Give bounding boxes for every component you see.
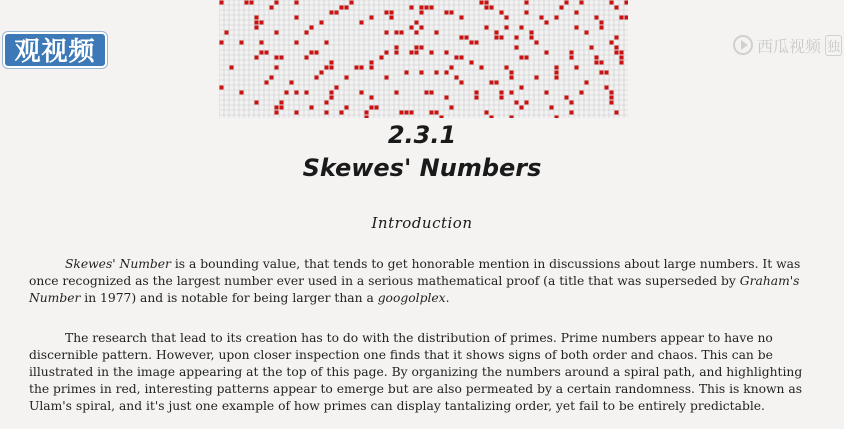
prime-cell — [475, 96, 479, 100]
prime-cell — [325, 66, 329, 70]
prime-cell — [550, 106, 554, 110]
prime-cell — [470, 41, 474, 45]
prime-cell — [605, 71, 609, 75]
prime-cell — [265, 81, 269, 85]
prime-cell — [595, 56, 599, 60]
prime-cell — [435, 71, 439, 75]
prime-cell — [570, 56, 574, 60]
prime-cell — [615, 51, 619, 55]
prime-cell — [260, 41, 264, 45]
prime-cell — [360, 66, 364, 70]
prime-cell — [460, 56, 464, 60]
prime-cell — [420, 26, 424, 30]
prime-cell — [515, 101, 519, 105]
left-watermark-logo — [3, 32, 107, 68]
prime-cell — [480, 66, 484, 70]
prime-cell — [325, 41, 329, 45]
prime-cell — [620, 51, 624, 55]
prime-cell — [460, 36, 464, 40]
prime-cell — [370, 66, 374, 70]
prime-cell — [620, 61, 624, 65]
prime-cell — [600, 71, 604, 75]
prime-cell — [480, 1, 484, 5]
prime-cell — [245, 1, 249, 5]
prime-cell — [385, 76, 389, 80]
prime-cell — [600, 61, 604, 65]
prime-cell — [330, 11, 334, 15]
prime-cell — [575, 11, 579, 15]
paragraph-intro — [29, 256, 805, 307]
prime-cell — [520, 86, 524, 90]
right-watermark-text: 西瓜视频 — [756, 36, 821, 56]
prime-cell — [525, 1, 529, 5]
right-watermark-logo — [733, 32, 842, 58]
prime-cell — [330, 91, 334, 95]
prime-cell — [275, 106, 279, 110]
prime-cell — [280, 106, 284, 110]
prime-cell — [415, 51, 419, 55]
prime-cell — [595, 61, 599, 65]
prime-cell — [445, 11, 449, 15]
prime-cell — [370, 16, 374, 20]
prime-cell — [570, 51, 574, 55]
prime-cell — [390, 16, 394, 20]
prime-cell — [460, 81, 464, 85]
prime-cell — [495, 36, 499, 40]
paragraph-intro-text-3: . — [445, 291, 450, 305]
prime-cell — [605, 86, 609, 90]
prime-cell — [555, 71, 559, 75]
prime-cell — [410, 111, 414, 115]
prime-cell — [360, 91, 364, 95]
prime-cell — [430, 111, 434, 115]
term-skewes-number: Skewes' Number — [65, 257, 171, 271]
prime-cell — [305, 91, 309, 95]
prime-cell — [525, 56, 529, 60]
prime-cell — [510, 116, 514, 119]
prime-cell — [535, 41, 539, 45]
prime-cell — [420, 6, 424, 10]
prime-cell — [315, 76, 319, 80]
prime-cell — [500, 36, 504, 40]
prime-cell — [500, 96, 504, 100]
prime-cell — [395, 91, 399, 95]
prime-cell — [285, 91, 289, 95]
prime-cell — [545, 51, 549, 55]
prime-cell — [610, 1, 614, 5]
prime-cell — [520, 106, 524, 110]
prime-cell — [320, 71, 324, 75]
prime-cell — [280, 56, 284, 60]
prime-cell — [425, 91, 429, 95]
prime-cell — [510, 71, 514, 75]
prime-cell — [220, 86, 224, 90]
prime-cell — [615, 46, 619, 50]
prime-cell — [440, 116, 444, 119]
play-icon — [733, 35, 753, 55]
prime-cell — [430, 51, 434, 55]
prime-cell — [590, 46, 594, 50]
prime-cell — [565, 96, 569, 100]
prime-cell — [485, 6, 489, 10]
prime-cell — [255, 21, 259, 25]
term-grahams-number: Graham's Number — [29, 274, 800, 305]
prime-cell — [220, 1, 224, 5]
prime-cell — [600, 26, 604, 30]
prime-cell — [500, 11, 504, 15]
prime-cell — [365, 111, 369, 115]
prime-cell — [275, 66, 279, 70]
prime-cell — [455, 76, 459, 80]
prime-cell — [530, 31, 534, 35]
prime-cell — [525, 101, 529, 105]
prime-cell — [455, 56, 459, 60]
prime-cell — [545, 21, 549, 25]
prime-cell — [445, 71, 449, 75]
prime-cell — [310, 106, 314, 110]
prime-cell — [500, 91, 504, 95]
prime-cell — [400, 111, 404, 115]
prime-cell — [275, 111, 279, 115]
prime-cell — [295, 111, 299, 115]
prime-cell — [310, 26, 314, 30]
prime-cell — [345, 76, 349, 80]
prime-cell — [350, 1, 354, 5]
prime-cell — [330, 96, 334, 100]
prime-cell — [510, 76, 514, 80]
prime-cell — [260, 21, 264, 25]
prime-cell — [415, 21, 419, 25]
prime-cell — [585, 81, 589, 85]
prime-cell — [330, 61, 334, 65]
prime-cell — [295, 1, 299, 5]
prime-cell — [310, 51, 314, 55]
prime-cell — [410, 51, 414, 55]
prime-cell — [385, 11, 389, 15]
prime-cell — [625, 1, 629, 5]
prime-cell — [450, 11, 454, 15]
prime-cell — [375, 106, 379, 110]
prime-cell — [465, 36, 469, 40]
prime-cell — [545, 91, 549, 95]
prime-cell — [265, 51, 269, 55]
prime-cell — [515, 36, 519, 40]
prime-cell — [325, 101, 329, 105]
prime-cell — [360, 21, 364, 25]
prime-cell — [370, 96, 374, 100]
prime-cell — [320, 21, 324, 25]
prime-cell — [330, 66, 334, 70]
prime-cell — [595, 16, 599, 20]
prime-cell — [585, 31, 589, 35]
prime-cell — [460, 16, 464, 20]
prime-cell — [345, 106, 349, 110]
prime-cell — [505, 26, 509, 30]
prime-cell — [395, 46, 399, 50]
prime-cell — [600, 21, 604, 25]
prime-cell — [380, 56, 384, 60]
prime-cell — [485, 111, 489, 115]
prime-cell — [615, 111, 619, 115]
prime-cell — [430, 6, 434, 10]
prime-cell — [495, 31, 499, 35]
prime-cell — [295, 91, 299, 95]
prime-cell — [620, 16, 624, 20]
prime-cell — [485, 1, 489, 5]
section-number: 2.3.1 — [387, 121, 457, 149]
prime-cell — [340, 6, 344, 10]
prime-cell — [610, 41, 614, 45]
prime-cell — [485, 26, 489, 30]
prime-cell — [305, 31, 309, 35]
prime-cell — [370, 106, 374, 110]
paragraph-intro-text-2: in 1977) and is notable for being larger than a — [80, 291, 378, 305]
prime-cell — [490, 6, 494, 10]
prime-cell — [225, 31, 229, 35]
prime-cell — [420, 46, 424, 50]
prime-cell — [295, 16, 299, 20]
prime-cell — [505, 66, 509, 70]
prime-cell — [445, 96, 449, 100]
prime-cell — [295, 41, 299, 45]
prime-cell — [525, 11, 529, 15]
prime-cell — [435, 31, 439, 35]
prime-cell — [255, 26, 259, 30]
prime-cell — [400, 31, 404, 35]
ulam-spiral-image — [219, 0, 628, 118]
prime-cell — [575, 26, 579, 30]
prime-cell — [260, 51, 264, 55]
prime-cell — [450, 66, 454, 70]
prime-cell — [240, 41, 244, 45]
prime-cell — [535, 76, 539, 80]
prime-cell — [335, 11, 339, 15]
prime-cell — [315, 51, 319, 55]
prime-cell — [275, 31, 279, 35]
term-googolplex: googolplex — [377, 291, 446, 305]
prime-cell — [340, 111, 344, 115]
prime-cell — [435, 111, 439, 115]
prime-cell — [385, 51, 389, 55]
prime-cell — [345, 6, 349, 10]
prime-cell — [580, 91, 584, 95]
prime-cell — [580, 1, 584, 5]
prime-cell — [335, 86, 339, 90]
prime-cell — [230, 66, 234, 70]
prime-cell — [415, 46, 419, 50]
prime-cell — [365, 116, 369, 119]
prime-cell — [370, 61, 374, 65]
prime-cell — [470, 61, 474, 65]
prime-cell — [410, 26, 414, 30]
prime-cell — [495, 81, 499, 85]
prime-cell — [255, 56, 259, 60]
prime-cell — [280, 101, 284, 105]
prime-cell — [405, 71, 409, 75]
prime-cell — [475, 41, 479, 45]
prime-cell — [540, 16, 544, 20]
prime-cell — [510, 91, 514, 95]
right-watermark-badge: 独 — [825, 35, 842, 56]
prime-cell — [625, 16, 629, 20]
prime-cell — [220, 41, 224, 45]
prime-cell — [475, 91, 479, 95]
prime-cell — [270, 76, 274, 80]
prime-cell — [355, 66, 359, 70]
prime-cell — [560, 6, 564, 10]
prime-cell — [565, 1, 569, 5]
prime-cell — [445, 51, 449, 55]
prime-cell — [255, 16, 259, 20]
prime-cell — [490, 81, 494, 85]
prime-cell — [395, 31, 399, 35]
prime-cell — [275, 56, 279, 60]
prime-cell — [555, 16, 559, 20]
prime-cell — [425, 6, 429, 10]
left-watermark-text: 观视频 — [14, 37, 96, 67]
prime-cell — [325, 111, 329, 115]
prime-cell — [275, 1, 279, 5]
prime-cell — [555, 66, 559, 70]
prime-cell — [290, 81, 294, 85]
prime-cell — [615, 36, 619, 40]
prime-cell — [240, 91, 244, 95]
prime-cell — [610, 101, 614, 105]
paragraph-intro-text-1: is a bounding value, that tends to get honorable mention in discussions about large numbers. It was once recognized as the largest number ever used in a serious mathematical proof (a title that was superseded by — [29, 257, 801, 288]
prime-cell — [610, 96, 614, 100]
prime-cell — [405, 111, 409, 115]
prime-cell — [255, 101, 259, 105]
prime-cell — [575, 66, 579, 70]
paragraph-primes: The research that lead to its creation has to do with the distribution of primes. Prime numbers appear to have no discernible pattern. However, upon closer inspection one finds that it shows signs of both order and chaos. This can be illustrated in the image appearing at the top of this page. By organizing the numbers around a spiral path, and highlighting the primes in red, interesting patterns appear to emerge but are also permeated by a certain randomness. This is known as Ulam's spiral, and it's just one example of how primes can display tantalizing order, yet fail to be entirely predictable. — [29, 331, 803, 413]
prime-cell — [415, 31, 419, 35]
prime-cell — [420, 11, 424, 15]
prime-cell — [490, 116, 494, 119]
prime-cell — [610, 91, 614, 95]
prime-cell — [555, 76, 559, 80]
section-title: Skewes' Numbers — [302, 154, 542, 182]
prime-cell — [515, 46, 519, 50]
prime-cell — [570, 101, 574, 105]
prime-cell — [520, 26, 524, 30]
prime-cell — [390, 11, 394, 15]
prime-cell — [395, 51, 399, 55]
prime-cell — [615, 6, 619, 10]
prime-cell — [530, 36, 534, 40]
prime-cell — [410, 6, 414, 10]
prime-cell — [520, 56, 524, 60]
prime-cell — [555, 116, 559, 119]
prime-cell — [250, 1, 254, 5]
prime-cell — [570, 111, 574, 115]
prime-cell — [505, 16, 509, 20]
prime-cell — [450, 106, 454, 110]
prime-cell — [620, 56, 624, 60]
prime-cell — [305, 56, 309, 60]
prime-cell — [430, 91, 434, 95]
prime-cell — [270, 6, 274, 10]
introduction-heading: Introduction — [371, 214, 473, 232]
prime-cell — [420, 71, 424, 75]
prime-cell — [385, 31, 389, 35]
